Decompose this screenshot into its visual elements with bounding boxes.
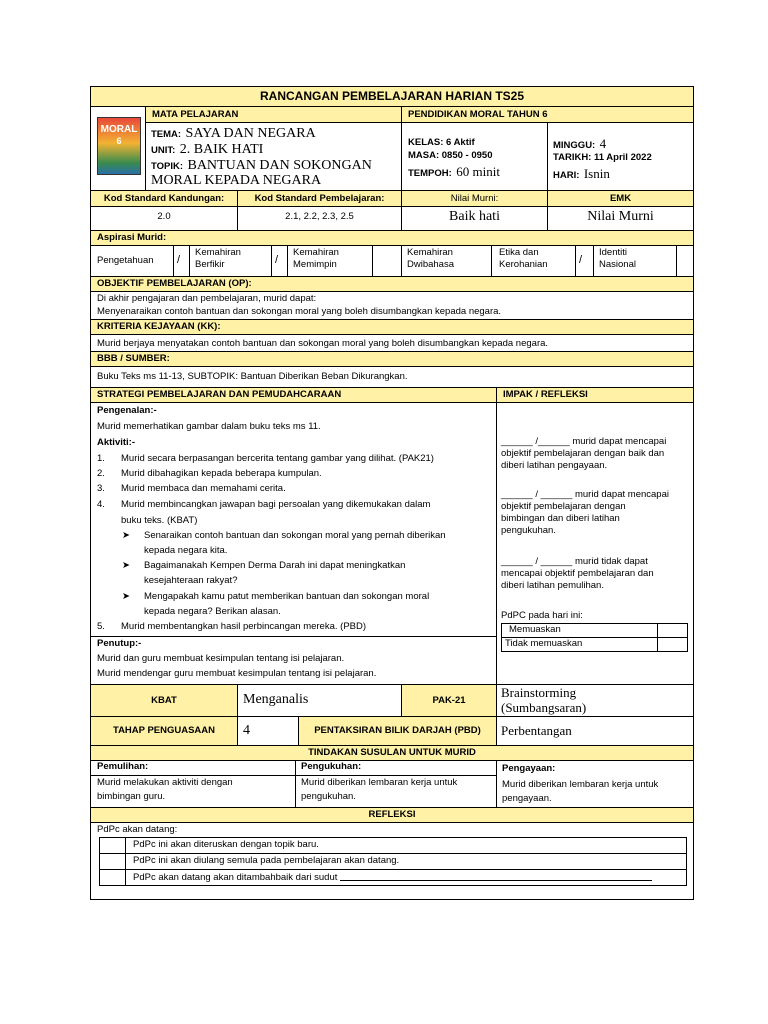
hari-label: HARI:	[553, 170, 580, 181]
aktiviti-item-4-line-2: buku teks. (KBAT)	[121, 515, 198, 526]
pengayaan-label: Pengayaan:	[502, 763, 556, 774]
hari-row	[553, 165, 610, 183]
pengayaan-text: Murid diberikan lembaran kerja untuk pengayaan.	[502, 779, 659, 804]
topik-row	[151, 156, 399, 174]
tidak-memuaskan-checkbox[interactable]	[658, 638, 687, 651]
textbook-cover-image	[97, 117, 141, 175]
pak21-label: PAK-21	[402, 685, 496, 716]
hari-value: Isnin	[583, 166, 610, 181]
topik-label: TOPIK:	[151, 161, 184, 172]
rating-memuaskan: Memuaskan	[509, 624, 561, 635]
ksp-label: Kod Standard Pembelajaran:	[238, 191, 401, 206]
ksp-value: 2.1, 2.2, 2.3, 2.5	[285, 211, 354, 222]
pemulihan-text: Murid melakukan aktiviti dengan bimbingan guru.	[97, 777, 233, 802]
subject-value: PENDIDIKAN MORAL TAHUN 6	[402, 107, 693, 122]
aktiviti-item-3: Murid membaca dan memahami cerita.	[121, 483, 286, 494]
emk-label: EMK	[548, 191, 693, 206]
topik-value-1: BANTUAN DAN SOKONGAN	[187, 158, 372, 173]
masa-text: MASA: 0850 - 0950	[408, 150, 493, 161]
minggu-row	[553, 135, 606, 153]
pengenalan-text: Murid memerhatikan gambar dalam buku teks ms 11.	[97, 421, 321, 432]
aktiviti-label: Aktiviti:-	[97, 437, 135, 448]
kbat-question-3-line-2: kepada negara? Berikan alasan.	[144, 606, 281, 617]
unit-label: UNIT:	[151, 145, 176, 156]
pdpc-hari-ini-label: PdPC pada hari ini:	[501, 610, 583, 621]
aktiviti-item-4-line-1: Murid membincangkan jawapan bagi persoalan yang dikemukakan dalam	[121, 499, 431, 510]
kriteria-label: KRITERIA KEJAYAAN (KK):	[91, 320, 693, 334]
book-cover-title: MORAL	[100, 124, 138, 135]
pengukuhan-label: Pengukuhan:	[301, 761, 362, 772]
pengukuhan-text: Murid diberikan lembaran kerja untuk pengukuhan.	[301, 777, 458, 802]
emk-value: Nilai Murni	[587, 209, 654, 224]
page-title: RANCANGAN PEMBELAJARAN HARIAN TS25	[91, 87, 693, 106]
aspirasi-check-berfikir: /	[275, 254, 279, 266]
pbd-label: PENTAKSIRAN BILIK DARJAH (PBD)	[299, 717, 496, 745]
aspirasi-item-berfikir: Kemahiran Berfikir	[195, 247, 241, 270]
lesson-plan-form	[90, 86, 694, 900]
nilai-value: Baik hati	[449, 209, 500, 224]
penutup-line-2: Murid mendengar guru membuat kesimpulan tentang isi pelajaran.	[97, 668, 377, 679]
bullet-arrow-icon: ➤	[122, 591, 130, 602]
aspirasi-check-kerohanian: /	[579, 254, 583, 266]
bbb-label: BBB / SUMBER:	[91, 352, 693, 366]
kbat-question-1-line-2: kepada negara kita.	[144, 545, 228, 556]
pemulihan-label: Pemulihan:	[97, 761, 149, 772]
objektif-line-1: Di akhir pengajaran dan pembelajaran, murid dapat:	[97, 293, 317, 304]
bbb-text: Buku Teks ms 11-13, SUBTOPIK: Bantuan Diberikan Beban Dikurangkan.	[97, 371, 408, 382]
kbat-value: Menganalis	[243, 692, 309, 707]
objektif-line-2: Menyenaraikan contoh bantuan dan sokongan moral yang boleh disumbangkan kepada negara.	[97, 306, 502, 317]
pengenalan-label: Pengenalan:-	[97, 405, 157, 416]
rating-tidak-memuaskan: Tidak memuaskan	[505, 638, 583, 649]
minggu-value: 4	[599, 136, 607, 151]
penutup-label: Penutup:-	[97, 638, 142, 649]
ksk-value: 2.0	[157, 211, 171, 222]
aktiviti-item-1: Murid secara berpasangan bercerita tentang gambar yang dilihat. (PAK21)	[121, 453, 434, 464]
refleksi-option-1: PdPc ini akan diteruskan dengan topik baru.	[133, 839, 319, 850]
refleksi-intro: PdPc akan datang:	[97, 824, 178, 835]
topik-value-2: MORAL KEPADA NEGARA	[151, 173, 322, 188]
penutup-line-1: Murid dan guru membuat kesimpulan tentang isi pelajaran.	[97, 653, 345, 664]
tema-label: TEMA:	[151, 129, 182, 140]
nilai-label: Nilai Murni:	[402, 191, 547, 206]
tempoh-row	[408, 163, 500, 181]
refleksi-checkbox-3[interactable]	[100, 870, 125, 885]
aspirasi-item-kerohanian: Etika dan Kerohanian	[499, 247, 548, 270]
aktiviti-num-1: 1.	[97, 453, 105, 464]
aktiviti-item-5: Murid membentangkan hasil perbincangan mereka. (PBD)	[121, 621, 367, 632]
book-cover-grade: 6	[116, 136, 122, 146]
mata-pelajaran-label: MATA PELAJARAN	[146, 107, 401, 122]
kbat-question-2-line-2: kesejahteraan rakyat?	[144, 575, 238, 586]
bullet-arrow-icon: ➤	[122, 530, 130, 541]
tema-value: SAYA DAN NEGARA	[185, 126, 316, 141]
aktiviti-item-2: Murid dibahagikan kepada beberapa kumpulan.	[121, 468, 322, 479]
aspirasi-check-pengetahuan: /	[177, 254, 181, 266]
impak-item-pengayaan: ______ /______ murid dapat mencapai objektif pembelajaran dengan baik dan diberi latihan pengayaan.	[501, 436, 667, 471]
kbat-question-1-line-1: Senaraikan contoh bantuan dan sokongan moral yang pernah diberikan	[144, 530, 446, 541]
aspirasi-item-pengetahuan: Pengetahuan	[97, 255, 154, 266]
kbat-question-3-line-1: Mengapakah kamu patut memberikan bantuan dan sokongan moral	[144, 591, 430, 602]
bullet-arrow-icon: ➤	[122, 560, 130, 571]
unit-value: 2. BAIK HATI	[179, 142, 264, 157]
tindakan-label: TINDAKAN SUSULAN UNTUK MURID	[91, 746, 693, 760]
ksk-label: Kod Standard Kandungan:	[91, 191, 237, 206]
aspirasi-item-nasional: Identiti Nasional	[599, 247, 636, 270]
objektif-label: OBJEKTIF PEMBELAJARAN (OP):	[91, 277, 693, 291]
aktiviti-num-2: 2.	[97, 468, 105, 479]
tarikh-text: TARIKH: 11 April 2022	[553, 152, 652, 163]
tahap-label: TAHAP PENGUASAAN	[91, 717, 237, 745]
tahap-value: 4	[243, 723, 250, 738]
kelas-text: KELAS: 6 Aktif	[408, 137, 475, 148]
aktiviti-num-4: 4.	[97, 499, 105, 510]
impak-item-pemulihan: ______ / ______ murid tidak dapat mencapai objektif pembelajaran dan diberi latihan pemulihan.	[501, 556, 654, 591]
refleksi-checkbox-1[interactable]	[100, 838, 125, 853]
aspirasi-item-memimpin: Kemahiran Memimpin	[293, 247, 339, 270]
kriteria-text: Murid berjaya menyatakan contoh bantuan dan sokongan moral yang boleh disumbangkan kepada negara.	[97, 338, 549, 349]
fill-in-blank-line[interactable]	[340, 871, 652, 881]
kbat-label: KBAT	[91, 685, 237, 716]
impak-label: IMPAK / REFLEKSI	[497, 388, 693, 402]
kbat-question-2-line-1: Bagaimanakah Kempen Derma Darah ini dapat meningkatkan	[144, 560, 406, 571]
aktiviti-num-3: 3.	[97, 483, 105, 494]
aspirasi-item-dwibahasa: Kemahiran Dwibahasa	[407, 247, 454, 270]
memuaskan-checkbox[interactable]	[658, 624, 687, 637]
refleksi-label: REFLEKSI	[91, 808, 693, 822]
aktiviti-num-5: 5.	[97, 621, 105, 632]
impak-item-pengukuhan: ______ / ______ murid dapat mencapai objektif pembelajaran dengan bimbingan dan diberi latihan pengukuhan.	[501, 489, 669, 536]
minggu-label: MINGGU:	[553, 140, 596, 151]
pak21-value: Brainstorming (Sumbangsaran)	[501, 685, 587, 715]
pbd-value: Perbentangan	[501, 723, 572, 738]
aspirasi-label: Aspirasi Murid:	[91, 231, 693, 245]
tempoh-value: 60 minit	[456, 164, 500, 179]
refleksi-option-3: PdPc akan datang akan ditambahbaik dari sudut	[133, 871, 652, 884]
tempoh-label: TEMPOH:	[408, 168, 452, 179]
refleksi-option-2: PdPc ini akan diulang semula pada pembelajaran akan datang.	[133, 855, 400, 866]
strategi-label: STRATEGI PEMBELAJARAN DAN PEMUDAHCARAAN	[91, 388, 496, 402]
refleksi-checkbox-2[interactable]	[100, 854, 125, 869]
